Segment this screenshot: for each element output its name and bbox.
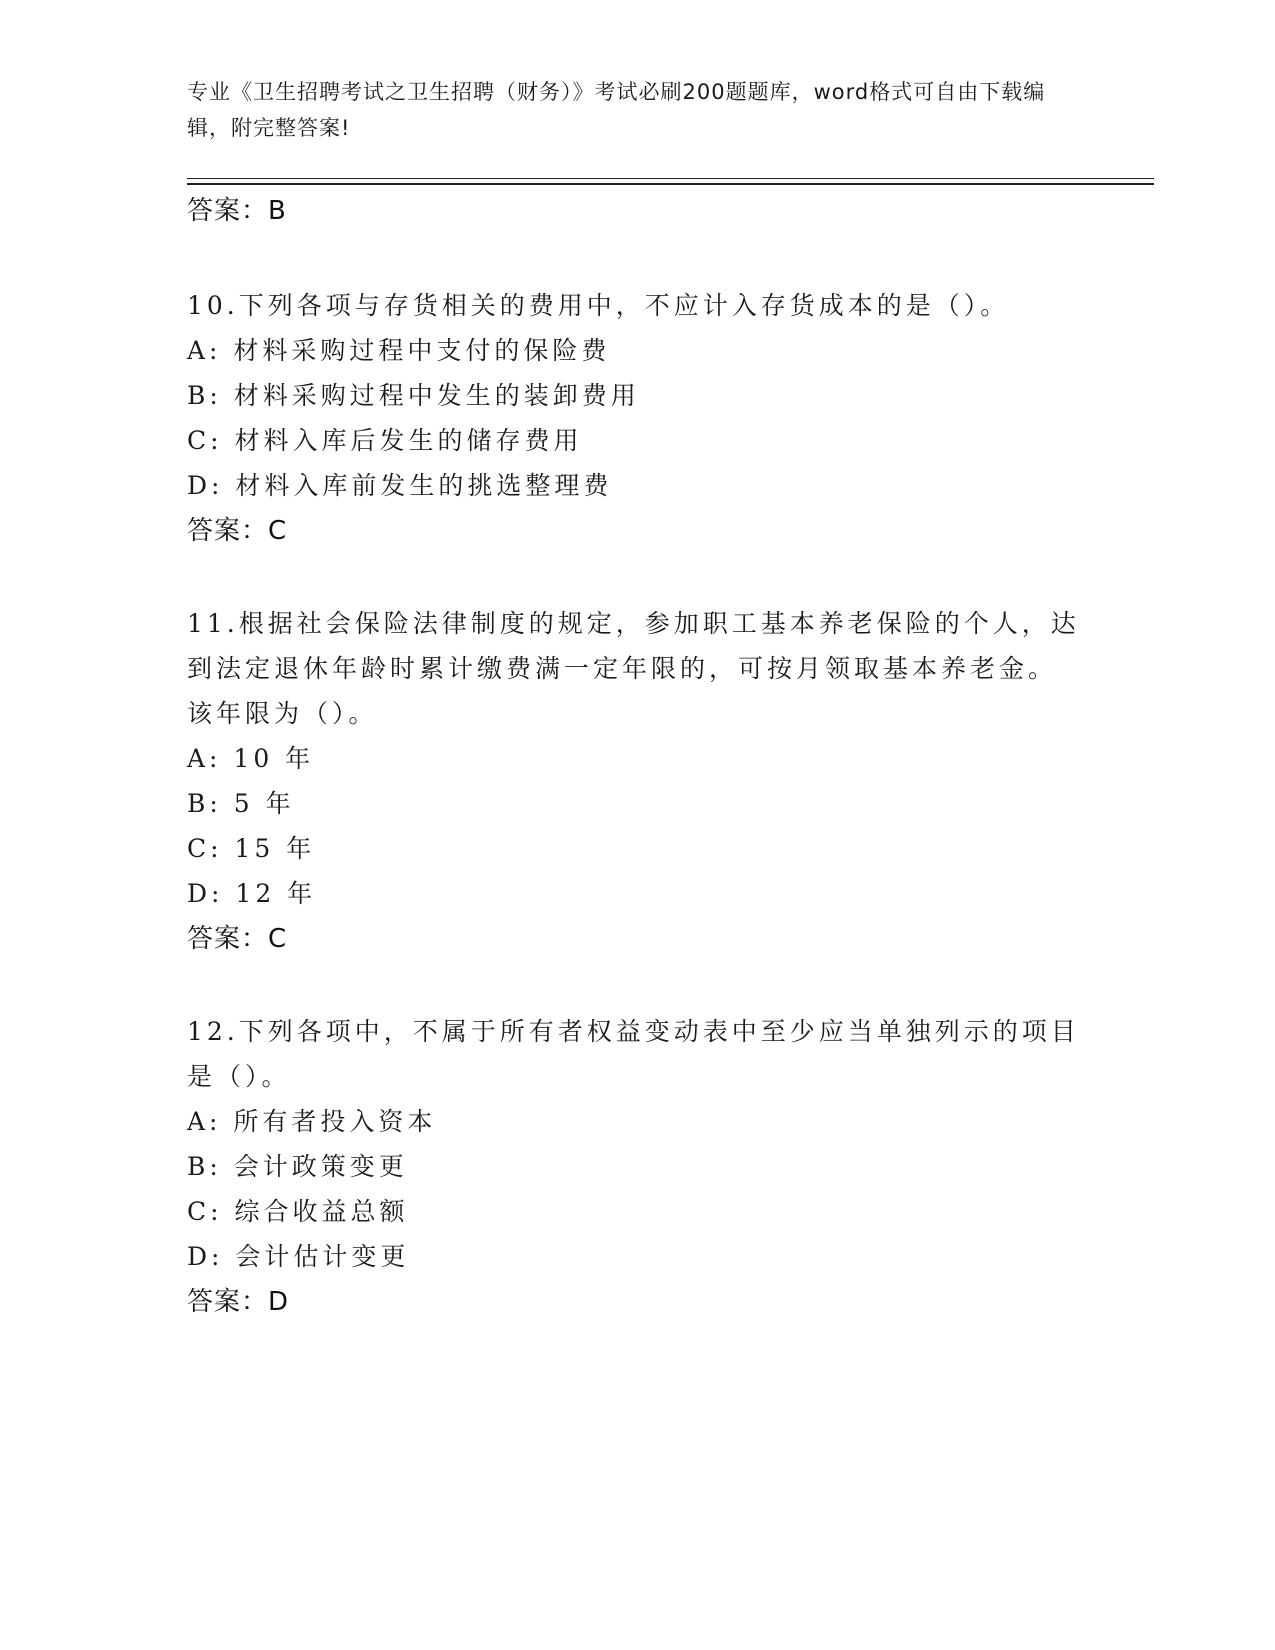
- question-12-option-d: D: 会计估计变更: [187, 1242, 410, 1271]
- question-12-option-b: B: 会计政策变更: [187, 1152, 408, 1181]
- question-10-option-c: C: 材料入库后发生的储存费用: [187, 426, 583, 455]
- question-11-option-d: D: 12 年: [187, 879, 317, 908]
- question-12-answer: 答案：D: [187, 1287, 290, 1317]
- question-11-option-c: C: 15 年: [187, 834, 316, 863]
- header-divider-thick: [187, 183, 1154, 185]
- question-12-stem-line-2: 是（）。: [187, 1062, 291, 1091]
- document-header: [187, 74, 1067, 146]
- header-text: 专业《卫生招聘考试之卫生招聘（财务）》考试必刷200题题库，word格式可自由下载编辑，附完整答案!: [187, 80, 1046, 140]
- question-12-stem-line-1: 12.下列各项中，不属于所有者权益变动表中至少应当单独列示的项目: [187, 1017, 1080, 1046]
- question-11-answer: 答案：C: [187, 924, 288, 954]
- question-10-option-b: B: 材料采购过程中发生的装卸费用: [187, 381, 640, 410]
- header-divider-thin: [187, 178, 1154, 179]
- question-11-stem-line-1: 11.根据社会保险法律制度的规定，参加职工基本养老保险的个人，达: [187, 609, 1080, 638]
- question-11-stem-line-3: 该年限为（）。: [187, 699, 378, 728]
- question-12-option-a: A: 所有者投入资本: [187, 1107, 437, 1136]
- question-11-option-b: B: 5 年: [187, 789, 295, 818]
- question-10-stem: 10.下列各项与存货相关的费用中，不应计入存货成本的是（）。: [187, 291, 1010, 320]
- question-12-option-c: C: 综合收益总额: [187, 1197, 409, 1226]
- question-11-stem-line-2: 到法定退休年龄时累计缴费满一定年限的，可按月领取基本养老金。: [187, 654, 1058, 683]
- previous-answer: 答案：B: [187, 196, 287, 226]
- question-10-option-a: A: 材料采购过程中支付的保险费: [187, 336, 611, 365]
- question-10-answer: 答案：C: [187, 516, 288, 546]
- question-10-option-d: D: 材料入库前发生的挑选整理费: [187, 471, 613, 500]
- question-11-option-a: A: 10 年: [187, 744, 315, 773]
